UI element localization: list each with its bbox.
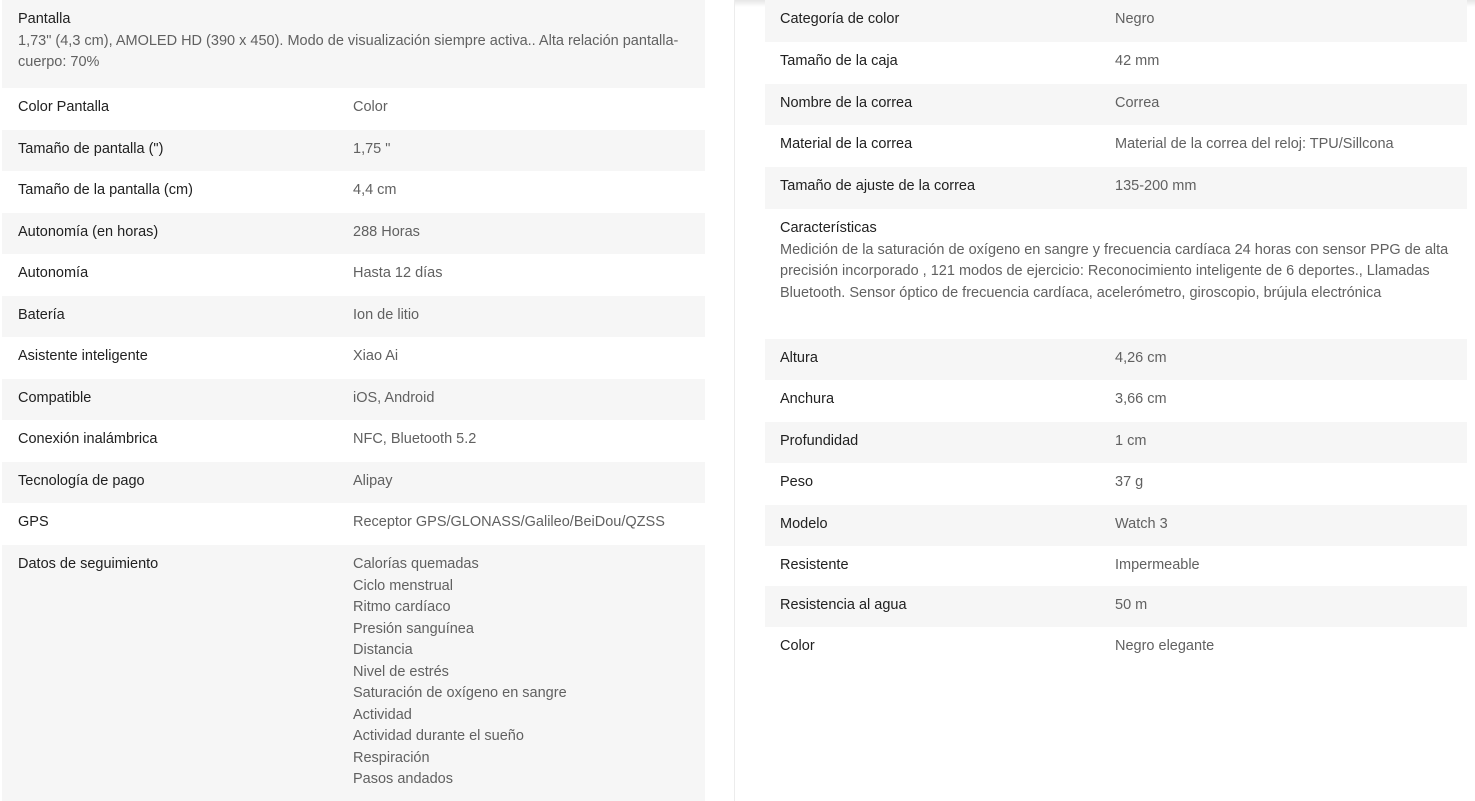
spec-row-tamano-caja [765, 42, 1467, 84]
spec-value: 42 mm [1115, 53, 1160, 69]
spec-label: Autonomía (en horas) [18, 224, 159, 240]
list-item: Nivel de estrés [353, 663, 449, 680]
spec-label: Tamaño de pantalla (") [18, 141, 164, 157]
spec-value: iOS, Android [353, 390, 435, 406]
specs-table-right [765, 0, 1467, 669]
spec-row-pantalla [2, 0, 705, 88]
list-item: Actividad [353, 706, 412, 723]
spec-value-list [353, 554, 689, 791]
spec-value: 4,26 cm [1115, 350, 1167, 366]
spec-row-material-correa [765, 125, 1467, 167]
spec-value: Medición de la saturación de oxígeno en sangre y frecuencia cardíaca 24 horas con sensor PPG de alta precisión incorporado , 121 modos de ejercicio: Reconocimiento inteligente de 6 deportes., Llamadas Bluetooth. Sensor óptico de frecuencia cardíaca, acelerómetro, giroscopio, brújula electrónica [780, 241, 1449, 301]
spec-value: 50 m [1115, 597, 1148, 613]
spec-row-peso [765, 463, 1467, 505]
spec-label: Características [780, 220, 877, 236]
spec-row-tamano-pantalla [2, 130, 705, 171]
spec-row-color [765, 627, 1467, 669]
spec-value: Color [353, 99, 388, 115]
list-item: Distancia [353, 642, 413, 658]
list-item: Pasos andados [353, 771, 453, 787]
spec-row-pago [2, 462, 705, 503]
spec-row-bateria [2, 296, 705, 337]
spec-label: Asistente inteligente [18, 348, 148, 364]
spec-value: NFC, Bluetooth 5.2 [353, 431, 477, 447]
list-item: Presión sanguínea [353, 620, 474, 637]
column-divider [734, 0, 735, 801]
list-item: Ciclo menstrual [353, 577, 453, 594]
spec-row-gps [2, 503, 705, 545]
spec-row-caracteristicas [765, 209, 1467, 339]
spec-value: Xiao Ai [353, 348, 399, 364]
list-item: Actividad durante el sueño [353, 728, 524, 744]
spec-label: Pantalla [18, 11, 71, 27]
spec-value: Receptor GPS/GLONASS/Galileo/BeiDou/QZSS [353, 514, 665, 530]
spec-row-compatible [2, 379, 705, 420]
spec-label: Batería [18, 307, 65, 323]
spec-row-asistente [2, 337, 705, 379]
spec-value: 1,73" (4,3 cm), AMOLED HD (390 x 450). Modo de visualización siempre activa.. Alta relación pantalla-cuerpo: 70% [18, 32, 679, 70]
spec-label: Compatible [18, 390, 92, 406]
spec-value: 37 g [1115, 474, 1144, 490]
spec-label: Altura [780, 350, 818, 366]
spec-label: Tecnología de pago [18, 473, 145, 489]
spec-label: Datos de seguimiento [18, 556, 159, 572]
spec-label: Resistencia al agua [780, 597, 907, 613]
spec-row-anchura [765, 380, 1467, 422]
spec-row-modelo [765, 505, 1467, 546]
spec-row-profundidad [765, 422, 1467, 463]
spec-label: Material de la correa [780, 136, 913, 152]
spec-label: Color Pantalla [18, 99, 110, 115]
spec-label: Conexión inalámbrica [18, 431, 158, 447]
spec-label: Tamaño de ajuste de la correa [780, 178, 976, 194]
spec-value: Ion de litio [353, 307, 420, 323]
spec-label: Anchura [780, 391, 835, 407]
spec-row-color-pantalla [2, 88, 705, 130]
spec-row-categoria-color [765, 0, 1467, 42]
spec-label: Categoría de color [780, 11, 900, 27]
spec-value: 288 Horas [353, 224, 420, 240]
spec-value: 1 cm [1115, 433, 1147, 449]
spec-value: Watch 3 [1115, 516, 1168, 532]
spec-row-autonomia-horas [2, 213, 705, 254]
spec-row-ajuste-correa [765, 167, 1467, 209]
spec-value: Hasta 12 días [353, 265, 443, 281]
spec-value: Impermeable [1115, 557, 1200, 573]
spec-row-resistencia-agua [765, 586, 1467, 627]
spec-row-autonomia [2, 254, 705, 296]
spec-label: Nombre de la correa [780, 95, 913, 111]
spec-label: Profundidad [780, 433, 859, 449]
spec-value: Negro elegante [1115, 638, 1215, 654]
spec-row-tamano-pantalla-cm [2, 171, 705, 213]
spec-label: Tamaño de la caja [780, 53, 898, 69]
list-item: Respiración [353, 749, 430, 766]
spec-label: Modelo [780, 516, 828, 532]
spec-value: 3,66 cm [1115, 391, 1167, 407]
spec-label: GPS [18, 514, 49, 530]
spec-row-altura [765, 339, 1467, 380]
spec-label: Resistente [780, 557, 849, 573]
spec-label: Tamaño de la pantalla (cm) [18, 182, 193, 198]
spec-value: Negro [1115, 11, 1155, 27]
list-item: Ritmo cardíaco [353, 599, 451, 615]
spec-row-seguimiento [2, 545, 705, 801]
spec-label: Peso [780, 474, 814, 490]
spec-value: Correa [1115, 95, 1160, 111]
spec-row-resistente [765, 546, 1467, 586]
spec-value: Alipay [353, 473, 393, 489]
spec-label: Autonomía [18, 265, 89, 281]
spec-value: Material de la correa del reloj: TPU/Sillcona [1115, 136, 1394, 152]
spec-row-nombre-correa [765, 84, 1467, 125]
spec-value: 4,4 cm [353, 182, 397, 198]
spec-value: 135-200 mm [1115, 178, 1197, 194]
list-item: Saturación de oxígeno en sangre [353, 685, 567, 701]
spec-value: 1,75 " [353, 141, 391, 157]
list-item: Calorías quemadas [353, 556, 479, 572]
specs-table-left [2, 0, 705, 801]
spec-label: Color [780, 638, 815, 654]
spec-row-conexion [2, 420, 705, 462]
